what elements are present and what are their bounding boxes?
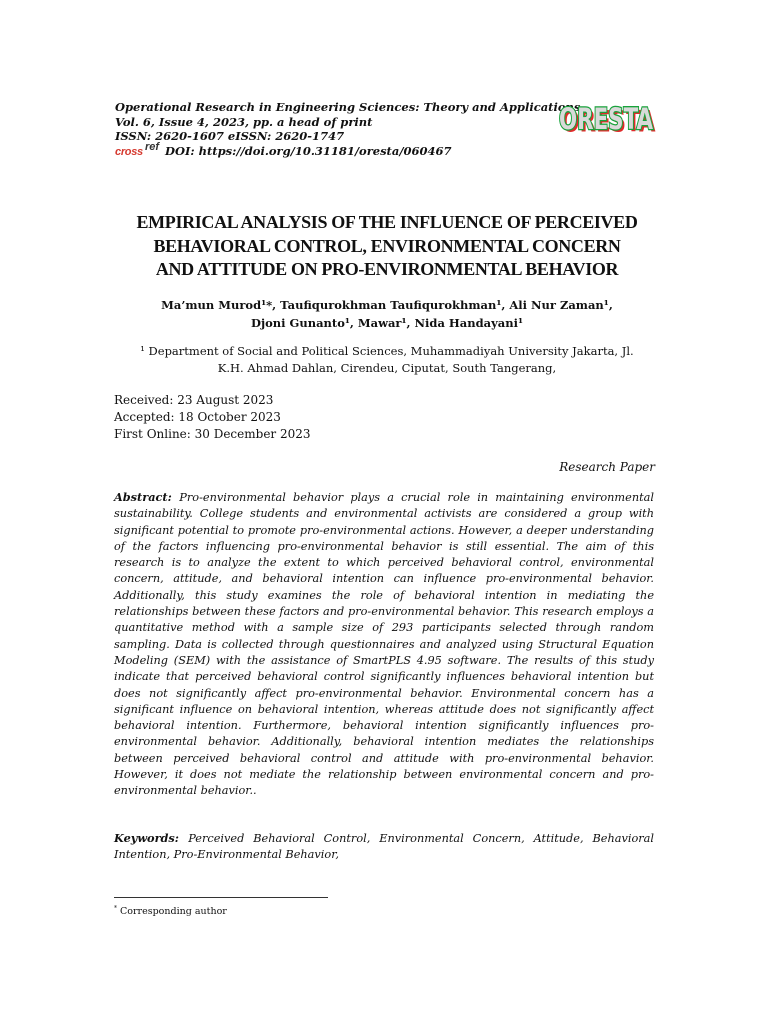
affiliation-line: ¹ Department of Social and Political Sciences, Muhammadiyah University Jakarta, Jl. [140,344,634,358]
affiliation [100,343,674,377]
oresta-logo-text: ORESTA [559,102,654,136]
doi-line [115,140,555,160]
doi-link[interactable]: DOI: https://doi.org/10.31181/oresta/060467 [165,144,452,159]
received-date: Received: 23 August 2023 [114,393,274,407]
title-line: BEHAVIORAL CONTROL, ENVIRONMENTAL CONCERN [153,235,621,256]
crossref-icon [115,140,163,160]
crossref-cross-text: cross [115,146,143,158]
oresta-logo [556,100,656,136]
accepted-date: Accepted: 18 October 2023 [114,410,281,424]
footnote-text: Corresponding author [120,906,227,918]
author-line: Djoni Gunanto¹, Mawar¹, Nida Handayani¹ [250,316,523,330]
footnote-divider [114,897,328,898]
abstract-label: Abstract: [114,490,180,504]
journal-name: Operational Research in Engineering Sciences: Theory and Applications [115,100,581,114]
keywords-text: Perceived Behavioral Control, Environmental Concern, Attitude, Behavioral Intention, Pro-Environmental Behavior, [114,832,654,862]
author-line: Ma’mun Murod¹*, Taufiqurokhman Taufiqurokhman¹, Ali Nur Zaman¹, [161,298,613,312]
keywords-label: Keywords: [114,831,189,845]
article-dates [114,392,514,443]
footnote [114,902,227,919]
affiliation-line: K.H. Ahmad Dahlan, Cirendeu, Ciputat, South Tangerang, [217,361,557,375]
journal-issn: ISSN: 2620-1607 eISSN: 2620-1747 [115,129,345,143]
journal-volume: Vol. 6, Issue 4, 2023, pp. a head of print [115,114,373,129]
title-line: EMPIRICAL ANALYSIS OF THE INFLUENCE OF PERCEIVED [136,212,638,232]
paper-type: Research Paper [559,460,655,474]
first-online-date: First Online: 30 December 2023 [114,427,311,441]
abstract [114,489,654,800]
abstract-text: Pro-environmental behavior plays a crucial role in maintaining environmental sustainability. College students and environmental activists are considered a group with significant potential to promote pro-environmental actions. However, a deeper understanding of the factors influencing pro-environmental behavior is still essential. The aim of this research is to analyze the extent to which perceived behavioral control, environmental concern, attitude, and behavioral intention can influence pro-environmental behavior. Additionally, this study examines the role of behavioral intention in mediating the relationships between these factors and pro-environmental behavior. This research employs a quantitative method with a sample size of 293 participants selected through random sampling. Data is collected through questionnaires and analyzed using Structural Equation Modeling (SEM) with the assistance of SmartPLS 4.95 software. The results of this study indicate that perceived behavioral control significantly influences behavioral intention but does not significantly affect pro-environmental behavior. Environmental concern has a significant influence on behavioral intention, whereas attitude does not significantly affect behavioral intention. Furthermore, behavioral intention significantly influences pro-environmental behavior. Additionally, behavioral intention mediates the relationships between perceived behavioral control and attitude with pro-environmental behavior. However, it does not mediate the relationship between environmental concern and pro-environmental behavior.. [114,491,654,798]
author-list [100,296,674,332]
crossref-ref-text: ref [145,140,160,153]
footnote-marker: * [114,905,117,912]
journal-header [115,100,581,160]
paper-title [100,211,674,282]
oresta-logo-shadow: ORESTA [561,104,656,136]
title-line: AND ATTITUDE ON PRO-ENVIRONMENTAL BEHAVIOR [155,259,619,279]
keywords [114,830,654,864]
